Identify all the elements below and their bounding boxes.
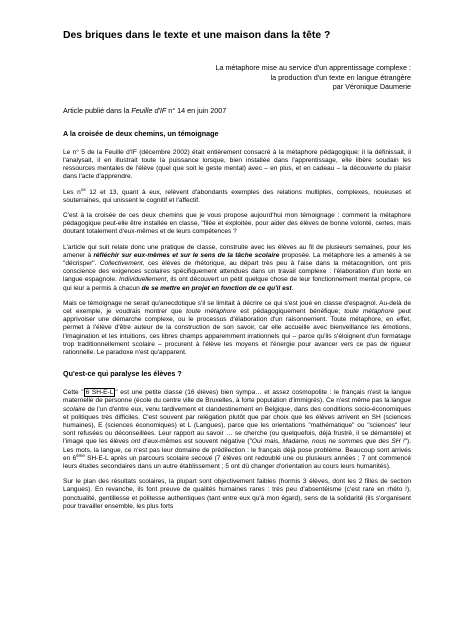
paragraph	[63, 186, 411, 205]
paragraph-text: peut apprivoiser une démarche complexe, ou le processus d'élaboration d'un raisonnement. Toute métaphore, en effet, permet à l'élève d'être auteur de la construction de son savoir, car elle accueille avec bienveillance les émotions, l'imagination et les intuitions, ces libres champs apparemment irrationnels qui – parce qu'ils s'éloignent d'un formatage trop traditionnellement scolaire – procurent à l'élève les moyens et l'énergie pour avancer vers ce pas de rigueur rationnelle. Le paradoxe n'est qu'apparent.	[63, 308, 411, 357]
document-title: Des briques dans le texte et une maison dans la tête ?	[63, 30, 331, 41]
paragraph	[63, 300, 411, 357]
paragraph	[63, 389, 411, 471]
italic-text: scolaire	[63, 405, 86, 413]
paragraph	[63, 244, 411, 293]
class-name-highlight: 6 SH-E-L	[85, 389, 114, 397]
section-heading: A la croisée de deux chemins, un témoignage	[63, 128, 219, 138]
paragraph-text: , ces élèves de rhétorique, au départ très peu à l'aise dans la métacognition, ont pris conscience des exigences scolaires spécifiquement attendues dans un travail complexe : l'élaboration d'un texte en langue espagnole.	[63, 260, 411, 284]
italic-text: secoué	[191, 454, 213, 462]
subtitle-line: La métaphore mise au service d'un apprentissage complexe :	[215, 63, 411, 72]
paragraph-text: , ils ont découvert un petit quelque chose de leur fonctionnement mental propre, ce qui leur a permis à chacun	[63, 276, 412, 292]
italic-text: toute métaphore	[186, 308, 237, 316]
publication-suffix: n° 14 en juin 2007	[166, 105, 227, 115]
paragraph-text: d'eux-mêmes est souvent négative ("	[140, 438, 252, 446]
paragraph-text: est pédagogiquement bénéfique;	[236, 308, 345, 316]
document-subtitle	[63, 63, 411, 92]
journal-name: Feuille d'IF	[131, 105, 167, 115]
paragraph-text: proposée. La métaphore les a amenés à se "décrisper".	[63, 251, 411, 268]
author-line: par Véronique Daumerie	[332, 82, 411, 92]
italic-text: toute métaphore	[344, 308, 395, 316]
paragraph	[63, 149, 411, 182]
paragraph-text: Le n° 5 de la Feuille d'IF (décembre 2002) était entièrement consacré à la métaphore pédagogique: il la définissait, il l'analysait, il en illustrait toute la puissance lorsque, bien installée dans l'apprentissage, elle libère soudain les ressources mentales de l'élève (quel que soit le geste mental) avec – en plus, et en cadeau – la découverte du plaisir dans l'acte d'apprendre.	[63, 148, 411, 181]
emphasis-text: de se mettre en projet en fonction de ce qu'il est	[141, 284, 292, 292]
italic-text: Collectivement	[99, 260, 143, 268]
paragraph-text: de l'un d'entre eux, venu tardivement et clandestinement en Belgique, dans des conditions socio-économiques et politiques très difficiles. C'est souvent par relégation plutôt que par choix que les élèves arrivent en SH (sciences humaines), E (sciences économiques) et L (Langues), parce que les orientations "mathématique" ou "sciences" leur sont refusées ou déconseillées. Leur rapport au savoir … se cherche (ou quelquefois, déjà frustré, il se démantèle) et l'image que les élèves	[63, 405, 411, 446]
subtitle-line: la production d'un texte en langue étrangère	[270, 72, 411, 82]
paragraph-text: 12 et 13, quant à eux, relèvent d'abondants exemples des relations multiples, complexes, noueuses et souterraines, qui unissent le cognitif et l'affectif.	[63, 188, 411, 204]
paragraph-text: L'article qui suit relate donc une pratique de classe, construite avec les élèves au fil de plusieurs semaines, pour les amener à	[63, 243, 411, 259]
italic-text: ont	[131, 438, 141, 446]
paragraph-text: SH-E-L après un parcours scolaire	[84, 454, 192, 462]
italic-text: Oui mais, Madame, nous ne sommes que des SH !	[251, 438, 405, 446]
paragraph: Sur le plan des résultats scolaires, la plupart sont objectivement faibles (hormis 3 élèves, dont les 2 filles de section Langues). En revanche, ils font preuve de qualités humaines rares : très peu d'absentéisme (c'est rare en rhéto !), ponctualité, gentillesse et politesse authentiques (tant entre eux qu'à mon égard), sens de la solidarité (ils s'organisent pour travailler ensemble, les plus forts	[63, 478, 411, 510]
emphasis-text: réfléchir sur eux-mêmes et sur le sens de la tâche scolaire	[93, 251, 280, 259]
paragraph-text: Les n	[63, 188, 81, 196]
publication-prefix: Article publié dans la	[63, 105, 132, 115]
paragraph-text: Mais ce témoignage ne serait qu'anecdotique s'il se limitait à décrire ce qui s'est joué en classe d'espagnol. Au-delà de cet exemple, je voudrais montrer que	[63, 299, 411, 316]
paragraph-text: "). Les mots, la langue, ce n'est pas leur domaine de prédilection : le français déjà pose problème. Beaucoup sont arrivés en 6	[63, 438, 412, 462]
paragraph-text: (7 élèves ont redoublé une ou plusieurs années ; 7 ont commencé leurs études secondaires dans un autre établissement ; 5 ont dû changer d'orientation au cours leurs humanités).	[63, 454, 412, 471]
paragraph: C'est à la croisée de ces deux chemins que je vous propose aujourd'hui mon témoignage : comment la métaphore pédagogique peut-elle être installée en classe, "filée et exploitée, pour aider des élèves de bonne volonté, certes, mais doutant totalement d'eux-mêmes et de leurs compétences ?	[63, 212, 411, 236]
publication-note	[63, 106, 411, 115]
paragraph-text: Cette "	[63, 389, 84, 397]
section-heading: Qu'est-ce qui paralyse les élèves ?	[63, 369, 182, 379]
superscript: ème	[76, 452, 85, 458]
superscript: os	[80, 186, 86, 192]
paragraph-text: .	[291, 284, 294, 292]
italic-text: Individuellement	[119, 276, 167, 284]
paragraph-text: " est une petite classe (16 élèves) bien sympa… et assez cosmopolite : le français n'est la langue maternelle de personne (école du centre ville de Bruxelles, à forte population d'immigrés). Ce n'est même pas la langue	[63, 389, 411, 405]
